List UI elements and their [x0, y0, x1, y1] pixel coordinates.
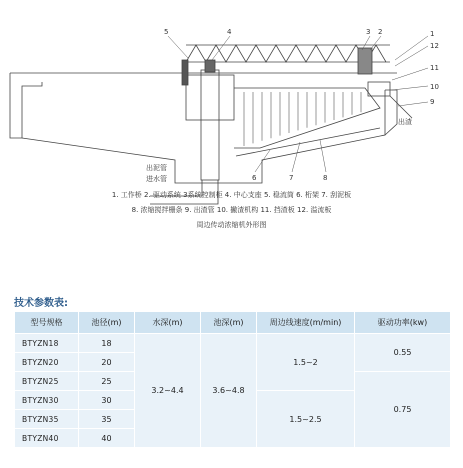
- stilling-well: [186, 75, 234, 120]
- inlet-pipe-label: 进水管: [146, 175, 167, 183]
- col-diameter: 池径(m): [79, 312, 135, 334]
- callout-8: 8: [323, 174, 328, 182]
- callout-1: 1: [430, 30, 435, 38]
- picket-bars: [244, 92, 361, 146]
- callout-4: 4: [227, 28, 232, 36]
- spec-table: [14, 311, 451, 448]
- col-power: 驱动功率(kw): [355, 312, 451, 334]
- model-cell: BTYZN30: [15, 391, 79, 410]
- callout-9: 9: [430, 98, 435, 106]
- model-cell: BTYZN40: [15, 429, 79, 448]
- model-cell: BTYZN25: [15, 372, 79, 391]
- table-header-row: [15, 312, 451, 334]
- model-cell: BTYZN18: [15, 334, 79, 353]
- table-row: [15, 334, 451, 353]
- scum-box: [368, 82, 390, 96]
- tank-wall-left: [10, 73, 42, 138]
- callout-11: 11: [430, 64, 439, 72]
- diameter-cell: 30: [79, 391, 135, 410]
- power-cell-2: 0.75: [355, 372, 451, 448]
- callout-2: 2: [378, 28, 383, 36]
- callout-3: 3: [366, 28, 371, 36]
- col-speed: 周边线速度(m/min): [257, 312, 355, 334]
- diameter-cell: 40: [79, 429, 135, 448]
- speed-cell-1: 1.5~2: [257, 334, 355, 391]
- drive-unit: [358, 48, 372, 74]
- legend-line-1: 1. 工作桥 2. 驱动系统 3系统控制柜 4. 中心支座 5. 稳流筒 6. 桁架 7. 刮泥板: [111, 191, 352, 199]
- outlet-label: 出渣: [398, 118, 412, 126]
- legend-line-2: 8. 浓缩搅拌栅条 9. 出渣管 10. 撇渣机构 11. 挡渣板 12. 溢流板: [131, 206, 332, 214]
- water-depth-cell: 3.2~4.4: [135, 334, 201, 448]
- diameter-cell: 25: [79, 372, 135, 391]
- callout-5: 5: [164, 28, 169, 36]
- callout-12: 12: [430, 42, 439, 50]
- control-cabinet-box: [182, 60, 188, 85]
- power-cell-1: 0.55: [355, 334, 451, 372]
- params-title: 技术参数表:: [14, 298, 68, 309]
- model-cell: BTYZN35: [15, 410, 79, 429]
- diameter-cell: 35: [79, 410, 135, 429]
- diagram-caption: 周边传动浓缩机外形图: [196, 221, 267, 229]
- speed-cell-2: 1.5~2.5: [257, 391, 355, 448]
- diameter-cell: 18: [79, 334, 135, 353]
- scum-pipe: [390, 96, 412, 118]
- bridge-truss-web: [186, 45, 386, 62]
- pool-depth-cell: 3.6~4.8: [201, 334, 257, 448]
- col-pool-depth: 池深(m): [201, 312, 257, 334]
- sludge-pipe-label: 出泥管: [146, 164, 167, 172]
- center-support: [205, 60, 215, 72]
- callout-7: 7: [289, 174, 294, 182]
- col-water-depth: 水深(m): [135, 312, 201, 334]
- callout-10: 10: [430, 83, 439, 91]
- center-column: [201, 70, 219, 180]
- model-cell: BTYZN20: [15, 353, 79, 372]
- col-model: 型号规格: [15, 312, 79, 334]
- diameter-cell: 20: [79, 353, 135, 372]
- callout-6: 6: [252, 174, 257, 182]
- tank-bottom: [22, 90, 385, 183]
